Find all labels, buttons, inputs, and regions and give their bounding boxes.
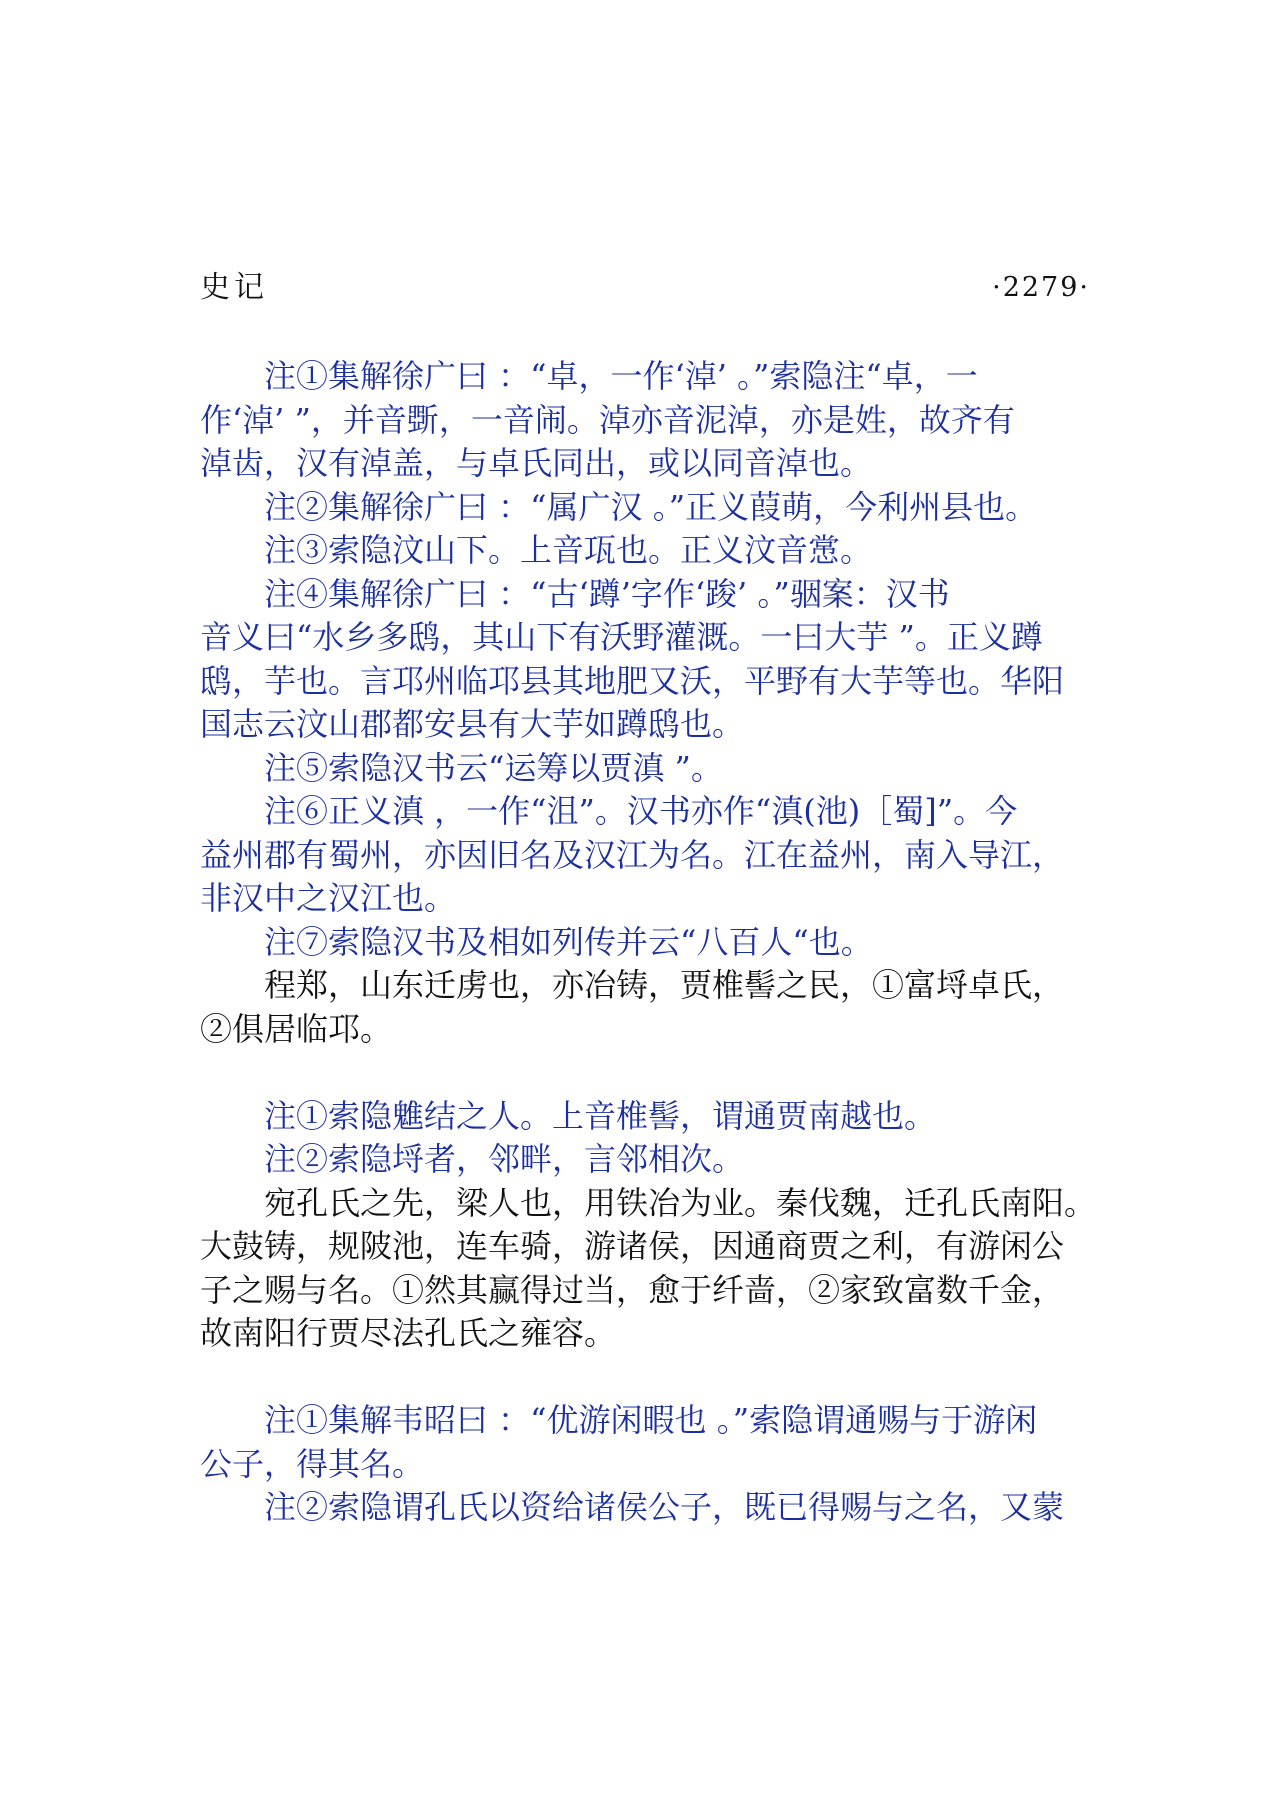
main-text-paragraph (200, 1182, 1097, 1356)
text-line: 公子，得其名。 (200, 1444, 425, 1483)
text-line: 淖齿，汉有淖盖，与卓氏同出，或以同音淖也。 (200, 444, 873, 482)
text-line: 注⑦索隐汉书及相如列传并云“八百人“也。 (264, 922, 873, 961)
text-line: 作‘淖’ ”，并音斲，一音闹。淖亦音泥淖，亦是姓，故齐有 (200, 400, 1015, 439)
running-header (200, 268, 1090, 308)
text-line: 非汉中之汉江也。 (200, 879, 457, 917)
text-line: 注①集解徐广曰 ：“卓，一作‘淖’ 。”索隐注“卓，一 (264, 357, 978, 395)
text-line: 注①集解韦昭曰 ：“优游闲暇也 。”索隐谓通赐与于游闲 (264, 1401, 1038, 1439)
text-line: 国志云汶山郡都安县有大芋如蹲鸱也。 (200, 705, 745, 743)
paragraph-gap (200, 1356, 1090, 1400)
text-line: 鸱，芋也。言邛州临邛县其地肥又沃，平野有大芋等也。华阳 (200, 661, 1065, 700)
annotation-paragraph (200, 529, 1090, 573)
text-line: 注①索隐魋结之人。上音椎髻，谓通贾南越也。 (264, 1096, 937, 1135)
text-line: 注②集解徐广曰 ：“属广汉 。”正义葭萌，今利州县也。 (264, 487, 1038, 526)
annotation-paragraph (200, 747, 1090, 791)
text-line: 注②索隐谓孔氏以资给诸侯公子，既已得赐与之名，又蒙 (264, 1488, 1065, 1526)
text-line: 注⑥正义滇 ，一作“沮”。汉书亦作“滇(池)［蜀]”。今 (264, 792, 1018, 830)
annotation-paragraph (200, 486, 1090, 530)
paragraph-gap (200, 1051, 1090, 1095)
text-line: ②俱居临邛。 (200, 1009, 393, 1048)
annotation-paragraph (200, 1138, 1090, 1182)
text-line: 程郑，山东迁虏也，亦冶铸，贾椎髻之民，①富埒卓氏， (264, 966, 1065, 1004)
text-line: 注③索隐汶山下。上音瓨也。正义汶音㦂。 (264, 531, 873, 569)
text-line: 宛孔氏之先，梁人也，用铁冶为业。秦伐魏，迁孔氏南阳。 (264, 1183, 1097, 1222)
main-text-paragraph (200, 964, 1090, 1051)
page-number: ·2279· (992, 272, 1090, 303)
text-line: 子之赐与名。①然其赢得过当，愈于纤啬，②家致富数千金， (200, 1270, 1065, 1309)
text-line: 益州郡有蜀州，亦因旧名及汉江为名。江在益州，南入导江， (200, 835, 1065, 874)
annotation-paragraph (200, 1399, 1090, 1486)
annotation-paragraph (200, 1095, 1090, 1139)
book-title: 史记 (200, 270, 268, 305)
annotation-paragraph (200, 355, 1090, 486)
text-line: 故南阳行贾尽法孔氏之雍容。 (200, 1314, 617, 1352)
text-line: 音义曰“水乡多鸱，其山下有沃野灌溉。一曰大芋 ”。正义蹲 (200, 618, 1043, 656)
text-line: 注④集解徐广曰 ：“古‘蹲’字作‘踆’ 。”骃案：汉书 (264, 574, 950, 613)
annotation-paragraph (200, 573, 1090, 747)
body-text (200, 355, 1097, 1530)
text-line: 大鼓铸，规陂池，连车骑，游诸侯，因通商贾之利，有游闲公 (200, 1227, 1065, 1265)
annotation-paragraph (200, 790, 1090, 921)
text-line: 注⑤索隐汉书云“运筹以贾滇 ”。 (264, 748, 723, 787)
annotation-paragraph (200, 1486, 1090, 1530)
annotation-paragraph (200, 921, 1090, 965)
text-line: 注②索隐埒者，邻畔，言邻相次。 (264, 1140, 745, 1178)
